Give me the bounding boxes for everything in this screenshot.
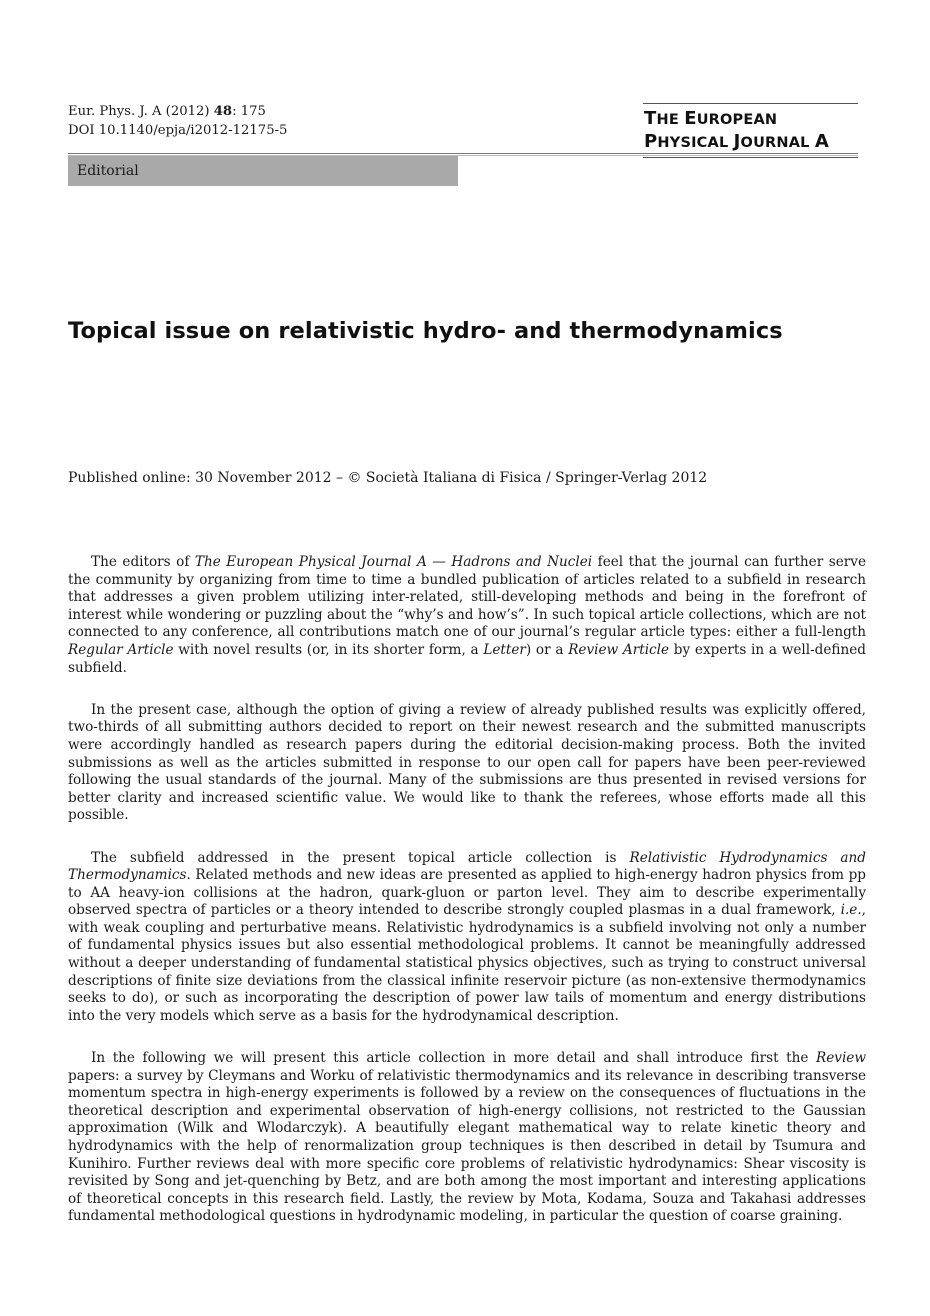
jn-2b: HYSICAL (657, 135, 734, 151)
doi-line: DOI 10.1140/epja/i2012-12175-5 (68, 123, 288, 138)
jn-1d: UROPEAN (696, 112, 778, 128)
citation-block (68, 102, 287, 140)
p1-i: by experts in a well-defined subfield. (68, 641, 866, 676)
jn-2c: J (733, 131, 741, 152)
paragraph-1 (68, 554, 866, 677)
citation-journal: Eur. Phys. J. A (2012) (68, 104, 214, 119)
body-text (68, 554, 866, 1251)
p3-c: . Related methods and new ideas are presented as applied to high-energy hadron physics from pp to AA heavy-ion collisions at the hadron, quark-gluon or parton level. They aim to describe experimentally observed spectra of particles or a theory intended to describe strongly coupled plasmas in a dual framework, (68, 867, 866, 919)
jn-1c: E (684, 108, 697, 129)
jn-2d: OURNAL (740, 135, 815, 151)
paragraph-3 (68, 850, 866, 1026)
p1-a: The editors of (91, 554, 195, 570)
section-tag (68, 156, 458, 186)
p1-f: Letter (483, 641, 526, 658)
p3-b: Relativistic Hydrodynamics and Thermodynamics (68, 849, 866, 884)
header-rule (68, 153, 858, 154)
journal-name-line1 (644, 108, 858, 131)
jn-1b: HE (656, 112, 685, 128)
p4-c: papers: a survey by Cleymans and Worku of relativistic thermodynamics and its relevance in describing transverse momentum spectra in high-energy experiments is followed by a review on the consequences of fluctuations in the theoretical description and experimental observation of high-energy collisions, not restricted to the Gaussian approximation (Wilk and Wlodarczyk). A beautifully elegant mathematical way to relate kinetic theory and hydrodynamics with the help of renormalization group techniques is then described in detail by Tsumura and Kunihiro. Further reviews deal with more specific core problems of relativistic hydrodynamics: Shear viscosity is revisited by Song and jet-quenching by Betz, and are both among the most important and interesting applications of theoretical concepts in this research field. Lastly, the review by Mota, Kodama, Souza and Takahasi addresses fundamental methodological questions in hydrodynamic modeling, in particular the question of coarse graining. (68, 1067, 866, 1225)
paper-title: Topical issue on relativistic hydro- and thermodynamics (68, 318, 783, 344)
p1-b: The European Physical Journal A — Hadrons and Nuclei (194, 554, 593, 570)
p1-e: with novel results (or, in its shorter form, a (173, 641, 484, 658)
paragraph-4 (68, 1050, 866, 1226)
citation-volume: 48 (213, 104, 233, 119)
publication-info: Published online: 30 November 2012 – © Società Italiana di Fisica / Springer-Verlag 2012 (68, 470, 708, 486)
p3-a: The subfield addressed in the present topical article collection is (91, 849, 630, 866)
jn-2e: A (814, 131, 829, 152)
paragraph-2: In the present case, although the option of giving a review of already published results was explicitly offered, two-thirds of all submitting authors decided to report on their newest research and the submitted manuscripts were accordingly handled as research papers during the editorial decision-making process. Both the invited submissions as well as the articles submitted in response to our open call for papers have been peer-reviewed following the usual standards of the journal. Many of the submissions are thus presented in revised versions for better clarity and increased scientific value. We would like to thank the referees, whose efforts made all this possible. (68, 701, 866, 824)
jn-1a: T (644, 108, 657, 129)
citation-line (68, 102, 287, 121)
section-tag-label: Editorial (77, 163, 139, 179)
p1-c: feel that the journal can further serve the community by organizing from time to time a bundled publication of articles related to a subfield in research that addresses a given problem utilizing inter-related, still-developing methods and being in the forefront of interest while wondering or puzzling about the “why’s and how’s”. In such topical article collections, which are not connected to any conference, all contributions match one of our journal’s regular article types: either a full-length (68, 554, 866, 641)
p4-b: Review (816, 1050, 866, 1067)
p3-d: i.e. (840, 902, 862, 919)
p1-d: Regular Article (68, 641, 174, 658)
p1-g: ) or a (525, 641, 569, 658)
p1-h: Review Article (568, 641, 670, 658)
citation-pages: : 175 (232, 104, 266, 119)
p3-e: , with weak coupling and perturbative means. Relativistic hydrodynamics is a subfield involving not only a number of fundamental physics issues but also essential methodological problems. It cannot be meaningfully addressed without a deeper understanding of fundamental statistical physics objectives, such as trying to construct universal descriptions of finite size deviations from the classical infinite reservoir picture (as non-extensive thermodynamics seeks to do), or such as incorporating the description of power law tails of momentum and energy distributions into the very models which serve as a basis for the hydrodynamical description. (68, 902, 866, 1024)
journal-logo (643, 103, 858, 158)
journal-name-line2 (644, 131, 858, 154)
p4-a: In the following we will present this article collection in more detail and shall introduce first the (91, 1050, 816, 1067)
jn-2a: P (644, 131, 658, 152)
